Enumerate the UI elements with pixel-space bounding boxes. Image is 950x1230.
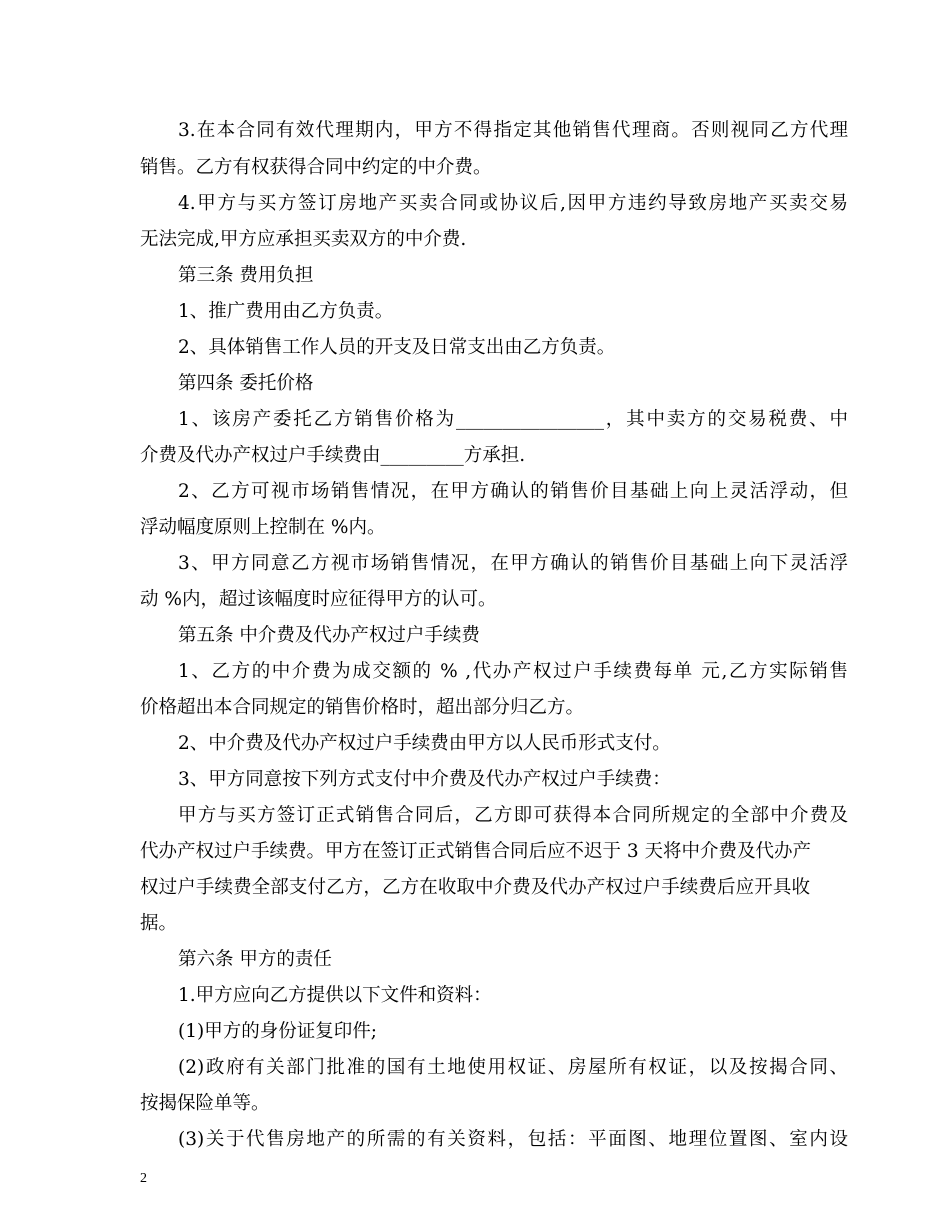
paragraph-line: 浮动幅度原则上控制在 %内。: [140, 517, 386, 538]
section-heading: 第四条 委托价格: [178, 373, 314, 394]
section-heading: 第五条 中介费及代办产权过户手续费: [178, 625, 480, 646]
paragraph-line: 据。: [140, 913, 178, 934]
paragraph-line: 4.甲方与买方签订房地产买卖合同或协议后,因甲方违约导致房地产买卖交易: [178, 193, 848, 214]
paragraph-line: 1.甲方应向乙方提供以下文件和资料：: [178, 985, 492, 1006]
paragraph-line: (1)甲方的身份证复印件;: [178, 1021, 377, 1042]
paragraph-line: 按揭保险单等。: [140, 1093, 270, 1114]
paragraph-line: 1、推广费用由乙方负责。: [178, 301, 394, 322]
paragraph-line: (2)政府有关部门批准的国有土地使用权证、房屋所有权证，以及按揭合同、: [178, 1057, 848, 1078]
section-heading: 第六条 甲方的责任: [178, 949, 332, 970]
paragraph-line: 3.在本合同有效代理期内，甲方不得指定其他销售代理商。否则视同乙方代理: [178, 120, 848, 141]
paragraph-line: 3、甲方同意乙方视市场销售情况，在甲方确认的销售价目基础上向下灵活浮: [178, 553, 848, 574]
paragraph-line: 1、该房产委托乙方销售价格为________________，其中卖方的交易税费、中: [178, 409, 848, 430]
section-heading: 第三条 费用负担: [178, 265, 314, 286]
paragraph-line: 介费及代办产权过户手续费由_________方承担.: [140, 445, 526, 466]
paragraph-line: 销售。乙方有权获得合同中约定的中介费。: [140, 157, 492, 178]
paragraph-line: 无法完成,甲方应承担买卖双方的中介费.: [140, 229, 467, 250]
paragraph-line: 1、乙方的中介费为成交额的 % ,代办产权过户手续费每单 元,乙方实际销售: [178, 661, 848, 682]
paragraph-line: 2、具体销售工作人员的开支及日常支出由乙方负责。: [178, 337, 616, 358]
paragraph-line: 2、乙方可视市场销售情况，在甲方确认的销售价目基础上向上灵活浮动，但: [178, 481, 848, 502]
paragraph-line: 价格超出本合同规定的销售价格时，超出部分归乙方。: [140, 697, 585, 718]
paragraph-line: 代办产权过户手续费。甲方在签订正式销售合同后应不迟于 3 天将中介费及代办产: [140, 841, 812, 862]
paragraph-line: 动 %内，超过该幅度时应征得甲方的认可。: [140, 589, 497, 610]
paragraph-line: (3)关于代售房地产的所需的有关资料，包括：平面图、地理位置图、室内设: [178, 1129, 848, 1150]
paragraph-line: 3、甲方同意按下列方式支付中介费及代办产权过户手续费：: [178, 769, 671, 790]
page-number: 2: [140, 1171, 147, 1186]
paragraph-line: 甲方与买方签订正式销售合同后，乙方即可获得本合同所规定的全部中介费及: [178, 805, 848, 826]
paragraph-line: 2、中介费及代办产权过户手续费由甲方以人民币形式支付。: [178, 733, 671, 754]
paragraph-line: 权过户手续费全部支付乙方，乙方在收取中介费及代办产权过户手续费后应开具收: [140, 877, 810, 898]
